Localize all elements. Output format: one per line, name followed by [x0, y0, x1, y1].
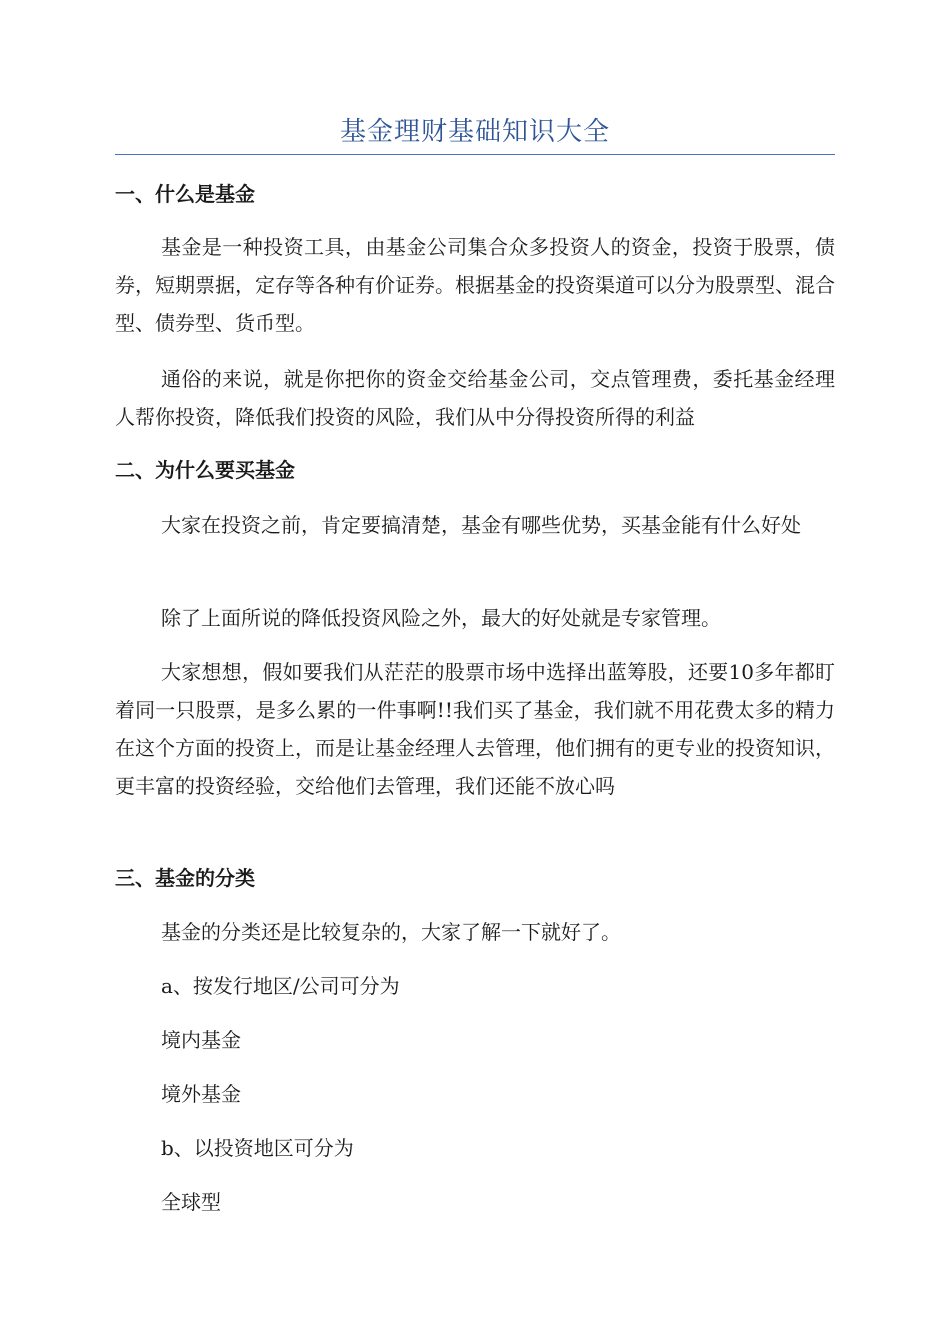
list-item: 境外基金: [161, 1082, 241, 1106]
section-2-paragraph-1: 大家在投资之前，肯定要搞清楚，基金有哪些优势，买基金能有什么好处: [161, 513, 801, 537]
section-1-paragraph-1: 基金是一种投资工具，由基金公司集合众多投资人的资金，投资于股票，债券，短期票据，定存等各种有价证券。根据基金的投资渠道可以分为股票型、混合型、债券型、货币型。: [115, 235, 835, 335]
document-title: 基金理财基础知识大全: [339, 117, 610, 147]
section-1-paragraph-2: 通俗的来说，就是你把你的资金交给基金公司，交点管理费，委托基金经理人帮你投资，降低我们投资的风险，我们从中分得投资所得的利益: [115, 367, 835, 429]
section-3-paragraph-1: 基金的分类还是比较复杂的，大家了解一下就好了。: [161, 920, 621, 944]
title-underline: [115, 154, 835, 155]
list-item: 全球型: [161, 1190, 221, 1214]
list-item: 境内基金: [161, 1028, 241, 1052]
section-2-paragraph-2: 除了上面所说的降低投资风险之外，最大的好处就是专家管理。: [161, 606, 721, 630]
section-heading-1: 一、什么是基金: [115, 182, 255, 206]
list-item: b、以投资地区可分为: [161, 1136, 354, 1160]
list-item: a、按发行地区/公司可分为: [161, 974, 400, 998]
section-2-paragraph-3: 大家想想，假如要我们从茫茫的股票市场中选择出蓝筹股，还要10多年都盯着同一只股票，是多么累的一件事啊!!我们买了基金，我们就不用花费太多的精力在这个方面的投资上，而是让基金经理人去管理，他们拥有的更专业的投资知识，更丰富的投资经验，交给他们去管理，我们还能不放心吗: [115, 660, 835, 798]
section-heading-2: 二、为什么要买基金: [115, 458, 295, 482]
section-heading-3: 三、基金的分类: [115, 866, 255, 890]
